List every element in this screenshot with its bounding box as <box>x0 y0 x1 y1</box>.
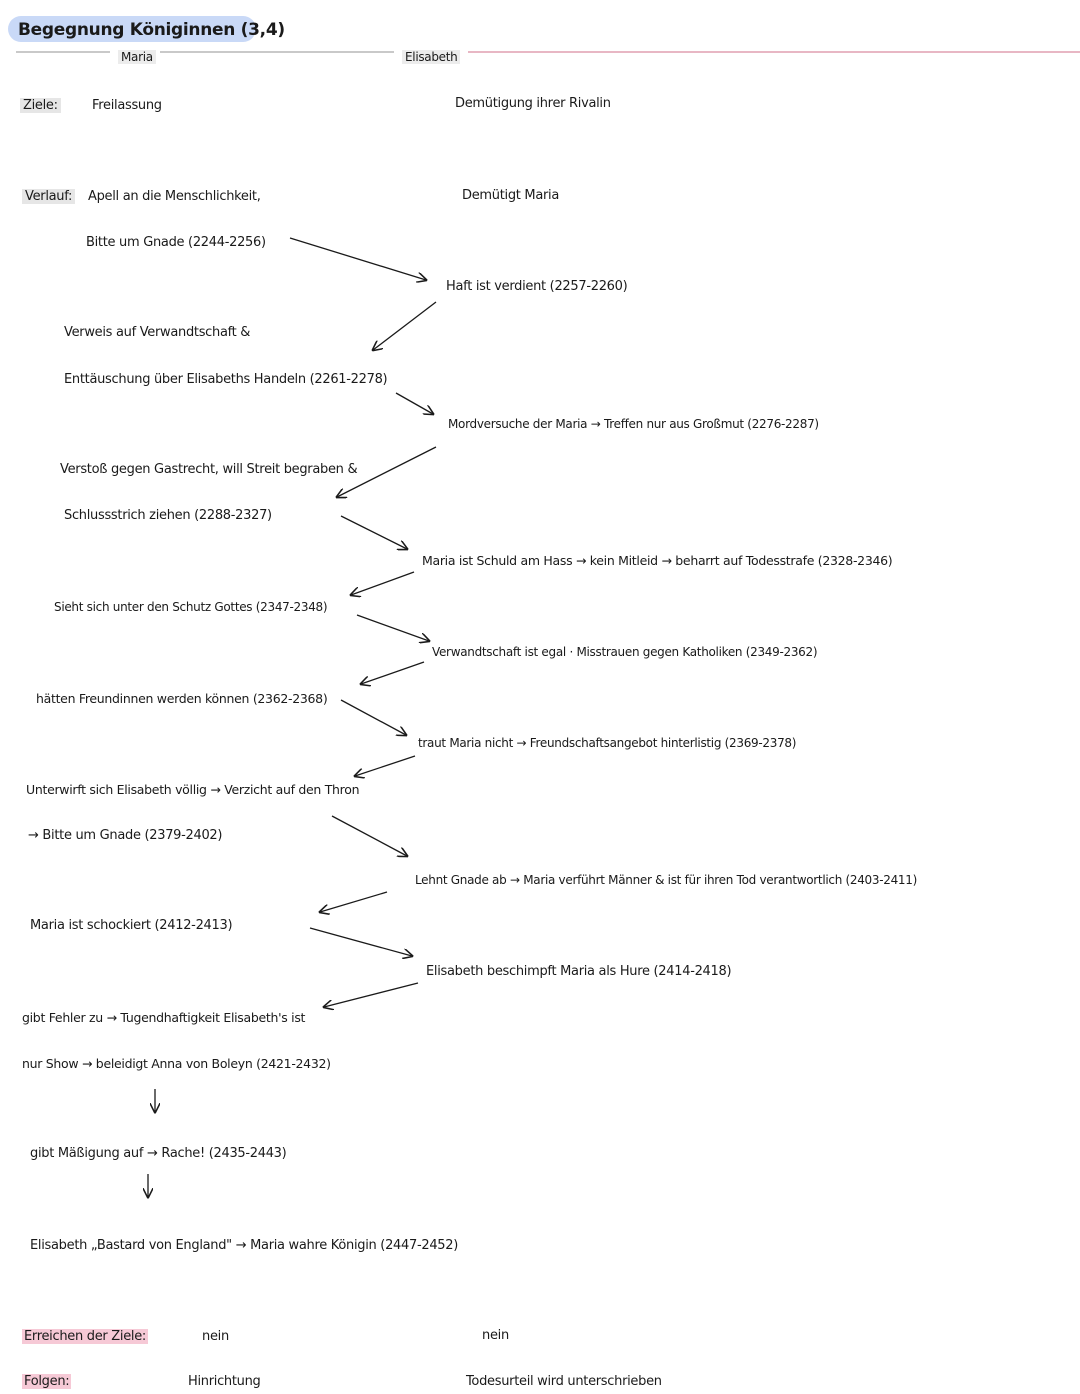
elisabeth-step-7: Elisabeth beschimpft Maria als Hure (2414-2418) <box>426 964 732 979</box>
arrow-to-elisabeth-5 <box>341 700 406 735</box>
maria-step-4: Sieht sich unter den Schutz Gottes (2347-2348) <box>54 600 328 614</box>
arrow-to-maria-7 <box>320 892 387 912</box>
arrow-to-elisabeth-3 <box>341 516 407 549</box>
elisabeth-step-5: traut Maria nicht → Freundschaftsangebot hinterlistig (2369-2378) <box>418 736 797 750</box>
maria-step-1b: Bitte um Gnade (2244-2256) <box>86 235 266 250</box>
elisabeth-step-6: Lehnt Gnade ab → Maria verführt Männer & ist für ihren Tod verantwortlich (2403-2411) <box>415 873 917 887</box>
elisabeth-step-0: Demütigt Maria <box>462 188 560 203</box>
ziel-elisabeth: Demütigung ihrer Rivalin <box>455 96 611 111</box>
maria-step-2b: Enttäuschung über Elisabeths Handeln (2261-2278) <box>64 372 388 387</box>
folgen-label: Folgen: <box>24 1374 70 1389</box>
column-heading-elisabeth: Elisabeth <box>402 50 460 64</box>
arrow-to-elisabeth-6 <box>332 816 407 856</box>
arrow-to-elisabeth-4 <box>357 615 429 641</box>
maria-step-8b: nur Show → beleidigt Anna von Boleyn (2421-2432) <box>22 1056 331 1071</box>
maria-step-3b: Schlussstrich ziehen (2288-2327) <box>64 508 272 523</box>
arrow-to-maria-4 <box>351 572 414 595</box>
maria-step-5: hätten Freundinnen werden können (2362-2368) <box>36 691 328 706</box>
column-heading-maria: Maria <box>118 50 156 64</box>
maria-step-7: Maria ist schockiert (2412-2413) <box>30 918 233 933</box>
maria-step-3a: Verstoß gegen Gastrecht, will Streit begraben & <box>60 462 358 477</box>
arrow-to-maria-6 <box>355 756 415 776</box>
maria-step-10: Elisabeth „Bastard von England" → Maria wahre Königin (2447-2452) <box>30 1238 459 1253</box>
arrow-to-elisabeth-1 <box>290 238 426 280</box>
arrow-to-elisabeth-7 <box>310 928 412 956</box>
elisabeth-step-4: Verwandtschaft ist egal · Misstrauen gegen Katholiken (2349-2362) <box>432 645 818 659</box>
elisabeth-step-1: Haft ist verdient (2257-2260) <box>446 279 628 294</box>
ziel-maria: Freilassung <box>92 98 162 113</box>
maria-step-6a: Unterwirft sich Elisabeth völlig → Verzicht auf den Thron <box>26 782 360 797</box>
elisabeth-step-3: Maria ist Schuld am Hass → kein Mitleid → beharrt auf Todesstrafe (2328-2346) <box>422 553 893 568</box>
maria-step-1a: Apell an die Menschlichkeit, <box>88 189 261 204</box>
elisabeth-step-2: Mordversuche der Maria → Treffen nur aus Großmut (2276-2287) <box>448 417 819 431</box>
arrow-to-maria-2 <box>373 302 436 350</box>
erreichen-label: Erreichen der Ziele: <box>24 1329 146 1344</box>
maria-step-2a: Verweis auf Verwandtschaft & <box>64 325 251 340</box>
folgen-elisabeth: Todesurteil wird unterschrieben <box>466 1374 662 1389</box>
arrow-to-elisabeth-2 <box>396 393 433 414</box>
verlauf-label: Verlauf: <box>22 189 75 204</box>
maria-step-6b: → Bitte um Gnade (2379-2402) <box>28 828 223 843</box>
erreichen-elisabeth: nein <box>482 1328 509 1343</box>
ziele-label: Ziele: <box>20 98 61 113</box>
arrow-to-maria-3 <box>337 447 436 497</box>
arrow-to-maria-5 <box>361 662 424 684</box>
page-title: Begegnung Königinnen (3,4) <box>8 16 256 42</box>
maria-step-8a: gibt Fehler zu → Tugendhaftigkeit Elisabeth's ist <box>22 1010 306 1025</box>
arrow-to-maria-8 <box>324 983 418 1007</box>
folgen-maria: Hinrichtung <box>188 1374 261 1389</box>
erreichen-maria: nein <box>202 1329 229 1344</box>
maria-step-9: gibt Mäßigung auf → Rache! (2435-2443) <box>30 1146 287 1161</box>
